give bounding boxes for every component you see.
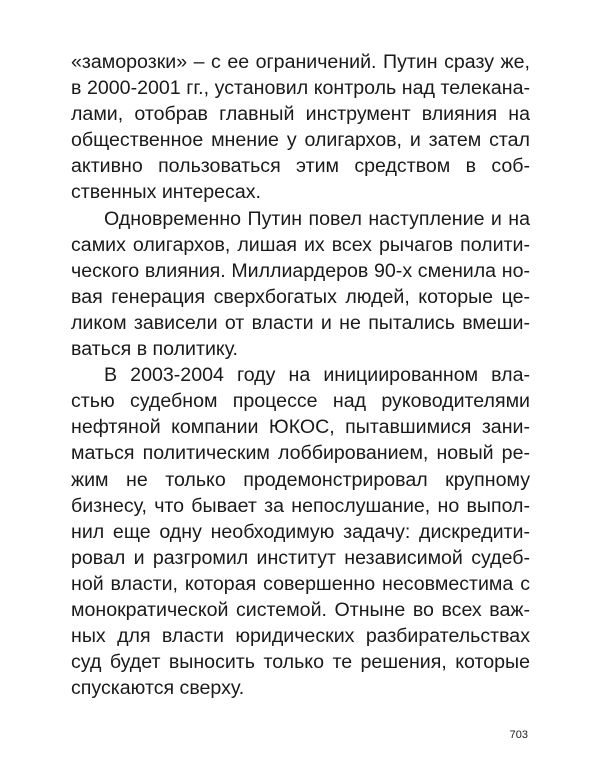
text-line: нил еще одну необходимую задачу: дискредити- [71, 520, 530, 543]
text-line: В 2003-2004 году на инициированном вла- [104, 364, 530, 387]
text-line: жим не только продемонстрировал крупному [71, 468, 530, 491]
text-line: общественное мнение у олигархов, и затем стал [71, 129, 530, 152]
text-line: ровал и разгромил институт независимой судеб- [71, 546, 530, 569]
text-line: «заморозки» – с ее ограничений. Путин сразу же, [71, 51, 530, 73]
text-line: активно пользоваться этим средством в соб- [71, 155, 530, 178]
text-line: ваться в политику. [71, 338, 238, 361]
text-line: спускаются сверху. [71, 677, 245, 700]
text-line: ных для власти юридических разбирательствах [71, 625, 530, 648]
text-line: ной власти, которая совершенно несовместима с [71, 572, 530, 595]
text-line: ческого влияния. Миллиардеров 90-х сменила но- [71, 259, 530, 282]
text-line: суд будет выносить только те решения, которые [71, 651, 530, 674]
text-line: стью судебном процессе над руководителями [71, 390, 530, 413]
text-line: монократической системой. Отныне во всех важ- [71, 598, 530, 621]
text-line: в 2000-2001 гг., установил контроль над телекана- [71, 77, 530, 100]
page-number: 703 [509, 729, 528, 741]
text-line: вая генерация сверхбогатых людей, которые це- [71, 285, 530, 308]
text-line: самих олигархов, лишая их всех рычагов полити- [71, 233, 530, 256]
text-line: лами, отобрав главный инструмент влияния на [71, 103, 530, 126]
text-line: Одновременно Путин повел наступление и на [104, 207, 530, 230]
text-line: маться политическим лоббированием, новый ре- [71, 442, 530, 465]
text-line: ственных интересах. [71, 181, 261, 204]
text-line: нефтяной компании ЮКОС, пытавшимися зани- [71, 416, 530, 439]
text-line: бизнесу, что бывает за непослушание, но выпол- [71, 494, 530, 517]
text-line: ликом зависели от власти и не пытались вмеши- [71, 311, 530, 334]
body-text [71, 49, 530, 701]
